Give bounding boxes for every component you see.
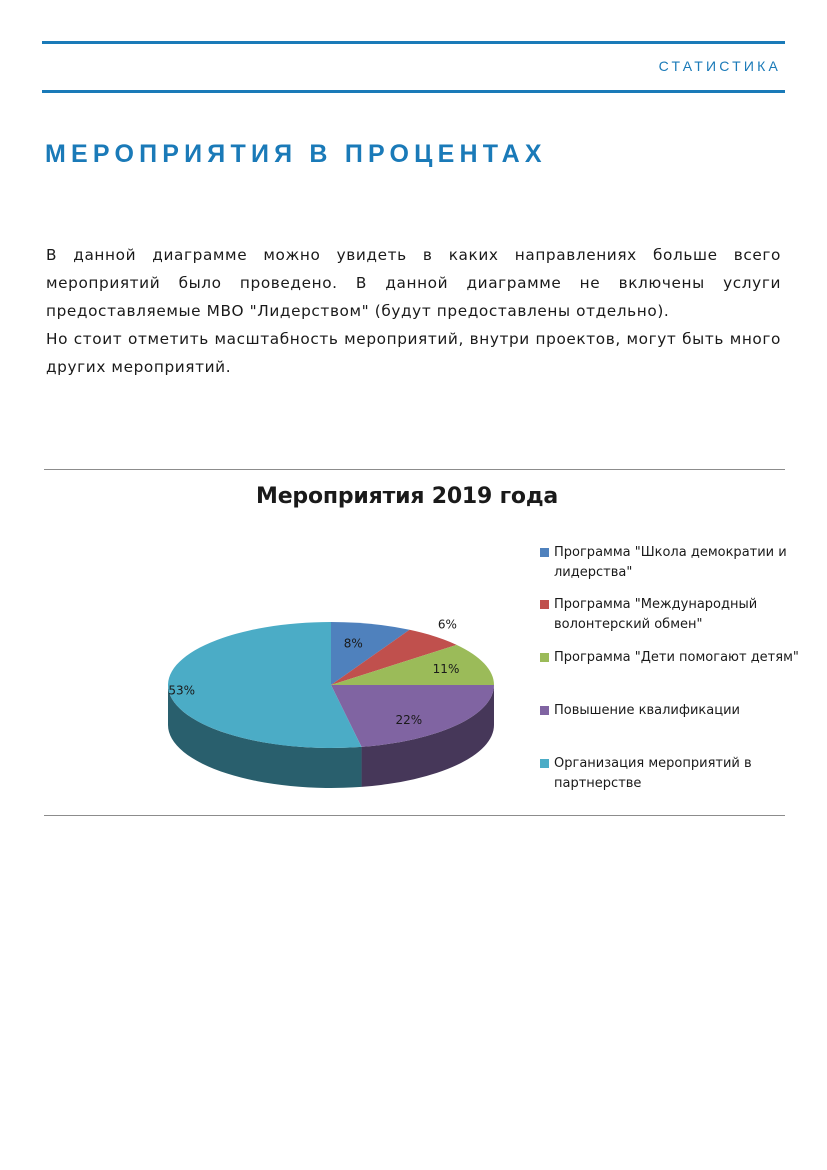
chart-bottom-divider [44, 815, 785, 816]
legend-label: Программа "Международный волонтерский обмен" [554, 597, 758, 632]
pie-data-label: 8% [343, 636, 363, 651]
body-text [46, 241, 781, 381]
chart-top-divider [44, 469, 785, 470]
header-top-rule [42, 41, 785, 44]
legend-item [540, 648, 799, 668]
legend-item [540, 754, 799, 794]
legend-label: Повышение квалификации [554, 703, 740, 718]
legend-swatch [540, 706, 549, 715]
chart-title: Мероприятия 2019 года [256, 484, 559, 509]
paragraph-2: Но стоит отметить масштабность мероприятий, внутри проектов, могут быть много других мероприятий. [46, 330, 781, 376]
legend-label: Организация мероприятий в партнерстве [554, 756, 752, 791]
page-title: МЕРОПРИЯТИЯ В ПРОЦЕНТАХ [45, 140, 547, 168]
legend-label: Программа "Дети помогают детям" [554, 650, 799, 665]
pie-data-label: 11% [432, 661, 460, 676]
legend-swatch [540, 653, 549, 662]
legend-item [540, 701, 799, 721]
pie-data-label: 53% [168, 683, 196, 698]
legend-item [540, 543, 799, 583]
pie-data-label: 6% [437, 617, 457, 632]
legend-swatch [540, 759, 549, 768]
pie-data-label: 22% [395, 712, 423, 727]
section-label: СТАТИСТИКА [658, 58, 781, 74]
legend-item [540, 595, 799, 635]
header-bottom-rule [42, 90, 785, 93]
legend-label: Программа "Школа демократии и лидерства" [554, 545, 787, 580]
legend-swatch [540, 600, 549, 609]
legend-swatch [540, 548, 549, 557]
pie-chart [150, 600, 510, 825]
paragraph-1: В данной диаграмме можно увидеть в каких направлениях больше всего мероприятий было проведено. В данной диаграмме не включены услуги предоставляемые МВО "Лидерством" (будут предоставлены отдельно). [46, 246, 781, 320]
